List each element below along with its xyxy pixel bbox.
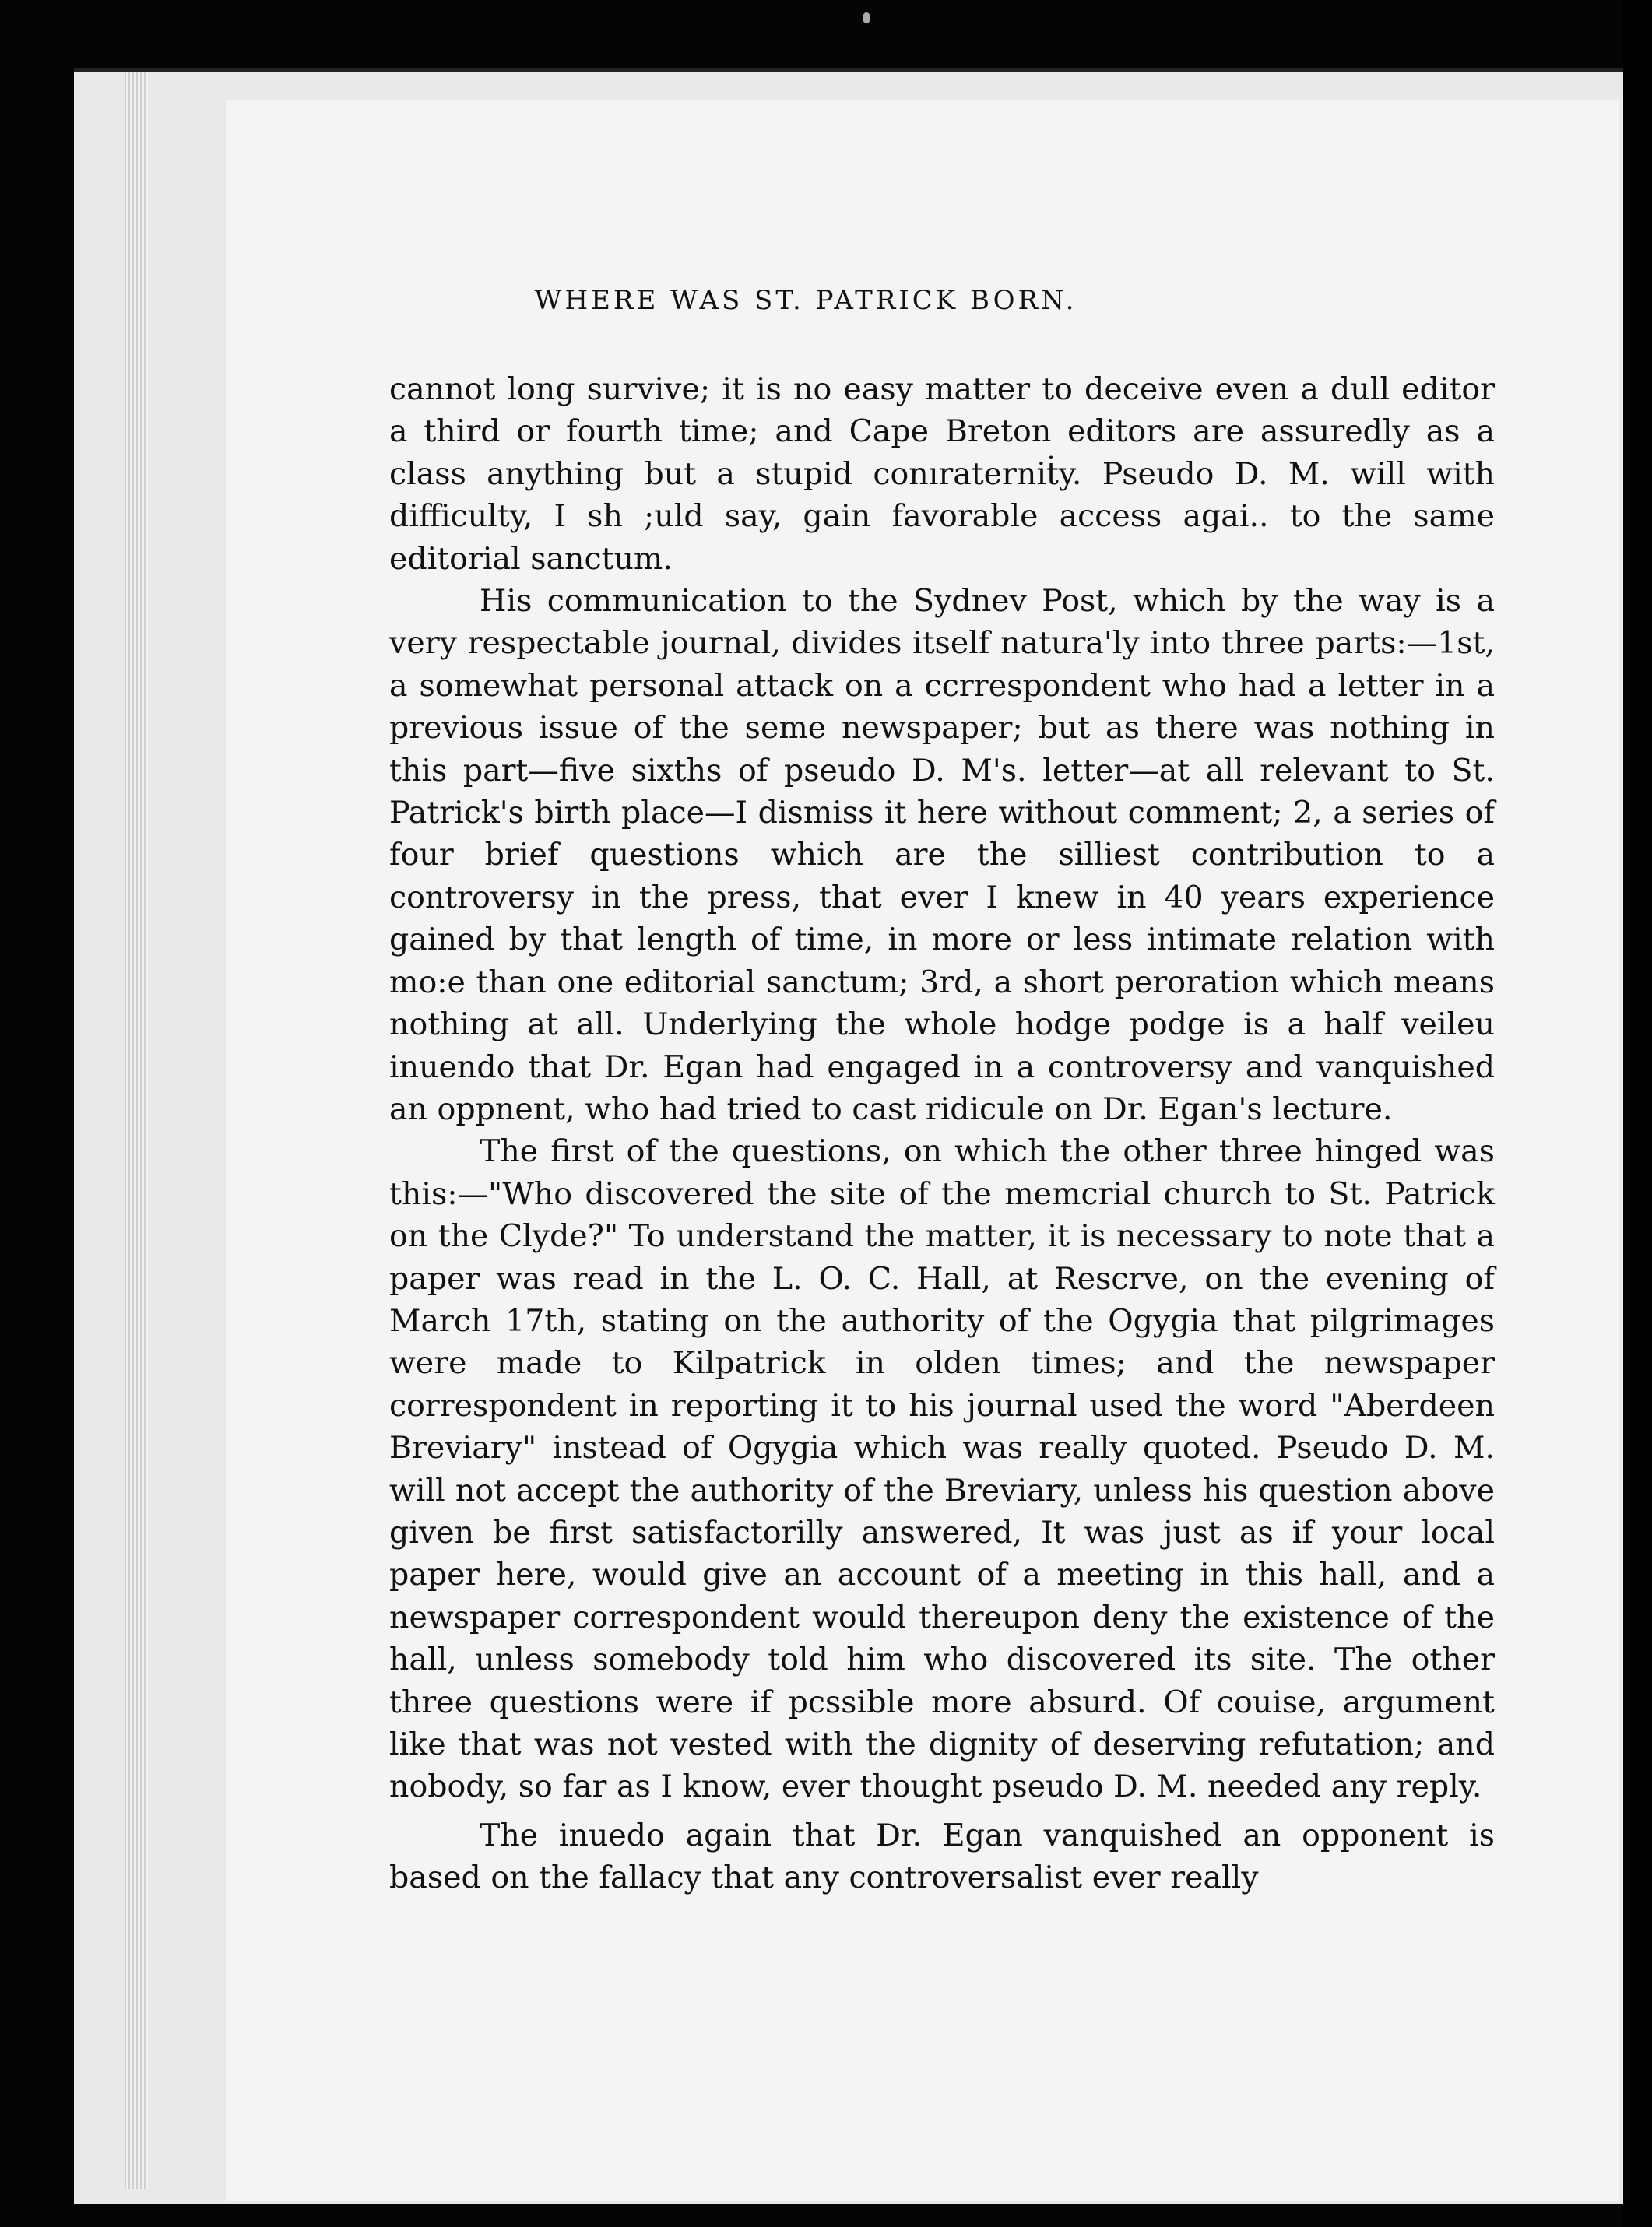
body-text [389,368,1495,1899]
paragraph-3: The first of the questions, on which the other three hinged was this:—"Who discovered the site of the memcrial church to St. Patrick on the Clyde?" To understand the matter, it is necessary to note that a paper was read in the L. O. C. Hall, at Rescrve, on the evening of March 17th, stating on the authority of the Ogygia that pilgrimages were made to Kilpatrick in olden times; and the newspaper correspondent in reporting it to his journal used the word "Aberdeen Breviary" instead of Ogygia which was really quoted. Pseudo D. M. will not accept the authority of the Breviary, unless his question above given be first satisfactorilly answered, It was just as if your local paper here, would give an account of a meeting in this hall, and a newspaper correspondent would thereupon deny the existence of the hall, unless somebody told him who discovered its site. The other three questions were if pcssible more absurd. Of couise, argument like that was not vested with the dignity of deserving refutation; and nobody, so far as I know, ever thought pseudo D. M. needed any reply. [389,1133,1495,1805]
scan-border-right [1623,0,1652,2227]
running-head: WHERE WAS ST. PATRICK BORN. [534,285,1077,316]
page-edges [125,72,148,2189]
paragraph-1: cannot long survive; it is no easy matter to deceive even a dull editor a third or fourth time; and Cape Breton editors are assuredly as a class anything but a stupid conıraterniṫy. Pseudo D. M. will with difficulty, I sh ;uld say, gain favorable access agai.. to the same editorial sanctum. [389,371,1495,577]
paragraph-4: The inuedo again that Dr. Egan vanquished an opponent is based on the fallacy that any controversalist ever really [389,1817,1495,1896]
paragraph-2: His communication to the Sydnev Post, which by the way is a very respectable journal, divides itself natura'ly into three parts:—1st, a somewhat personal attack on a ccrrespondent who had a letter in a previous issue of the seme newspaper; but as there was nothing in this part—five sixths of pseudo D. M's. letter—at all relevant to St. Patrick's birth place—I dismiss it here without comment; 2, a series of four brief questions which are the silliest contribution to a controversy in the press, that ever I knew in 40 years experience gained by that length of time, in more or less intimate relation with mo:e than one editorial sanctum; 3rd, a short peroration which means nothing at all. Underlying the whole hodge podge is a half veileu inuendo that Dr. Egan had engaged in a controversy and vanquished an oppnent, who had tried to cast ridicule on Dr. Egan's lecture. [389,583,1495,1127]
scan-speck [863,12,870,23]
